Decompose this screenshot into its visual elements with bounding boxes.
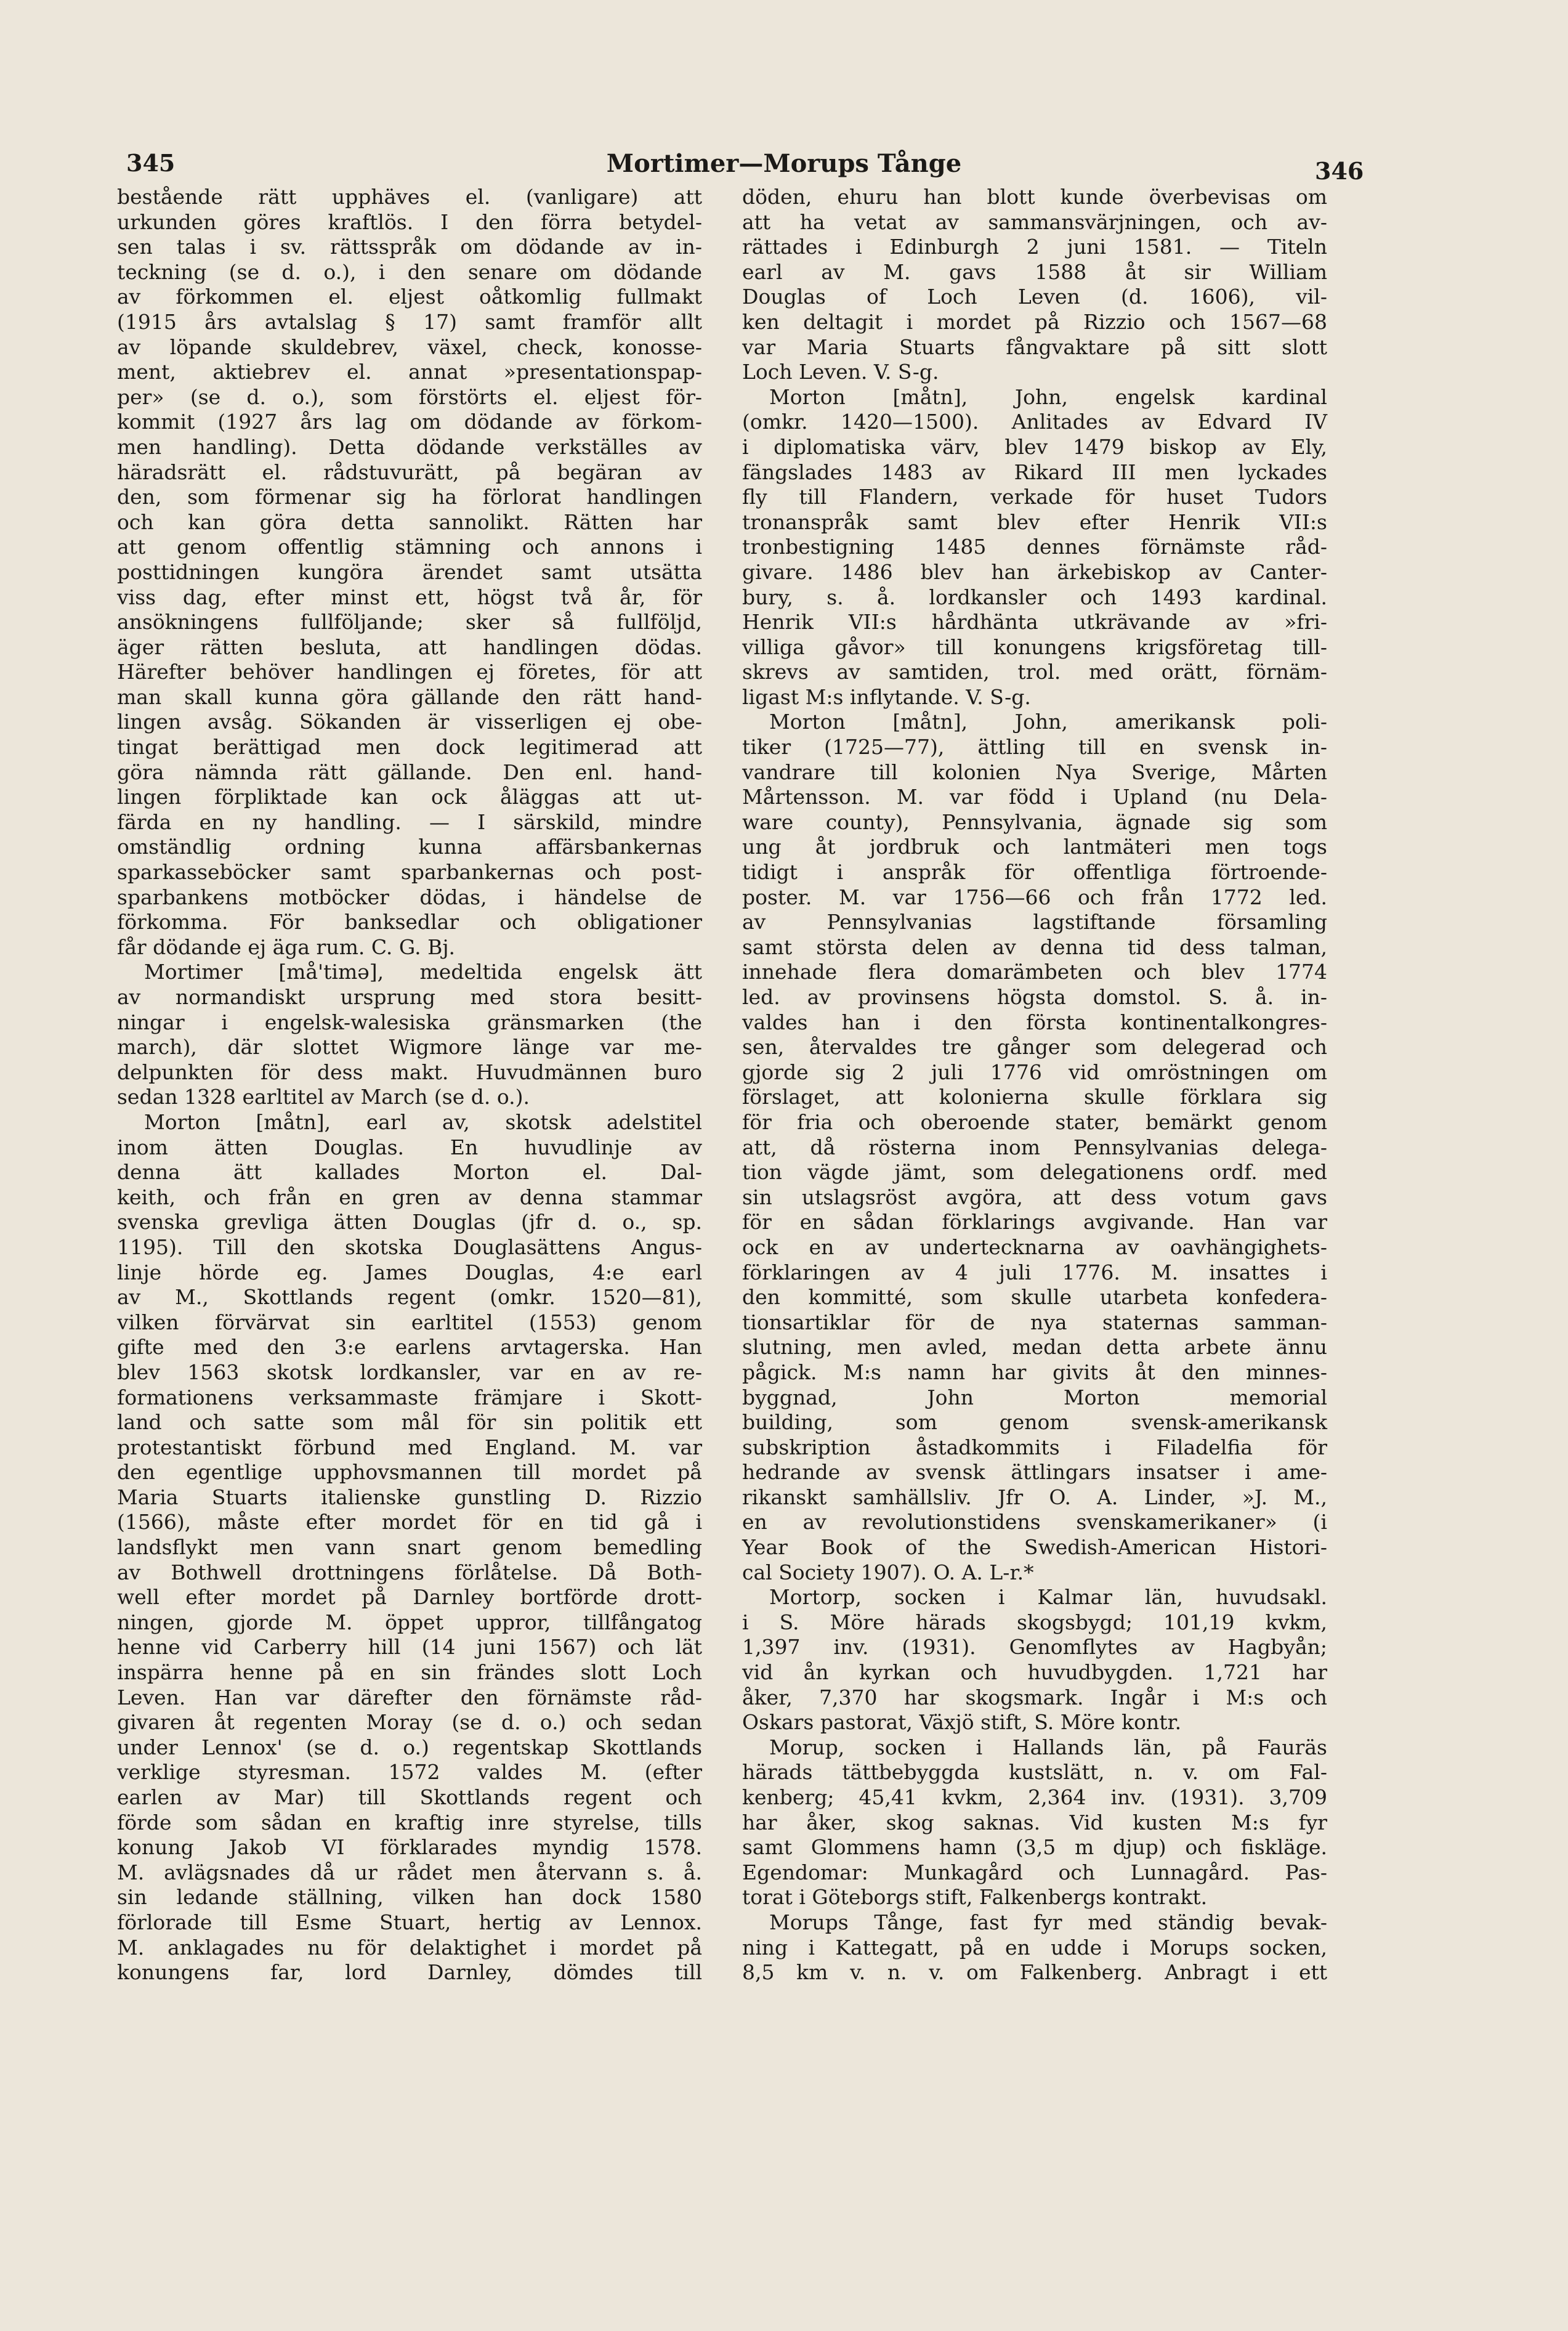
text-line: av Bothwell drottningens förlåtelse. Då Both- bbox=[117, 1560, 702, 1584]
text-line: härads tättbebyggda kustslätt, n. v. om Fal- bbox=[742, 1760, 1327, 1785]
text-line: den kommitté, som skulle utarbeta konfedera- bbox=[742, 1285, 1327, 1310]
text-line: av löpande skuldebrev, växel, check, konosse- bbox=[117, 334, 702, 359]
text-line: omständlig ordning kunna affärsbankernas bbox=[117, 835, 702, 859]
text-line: blev 1563 skotsk lordkansler, var en av re- bbox=[117, 1360, 702, 1384]
text-line: förklaringen av 4 juli 1776. M. insattes i bbox=[742, 1260, 1327, 1284]
text-line: ment, aktiebrev el. annat »presentationspap- bbox=[117, 360, 702, 384]
right-column bbox=[742, 185, 1327, 1985]
text-line: givaren åt regenten Moray (se d. o.) och sedan bbox=[117, 1710, 702, 1735]
text-line: för fria och oberoende stater, bemärkt genom bbox=[742, 1109, 1327, 1134]
text-line: rikanskt samhällsliv. Jfr O. A. Linder, »J. M., bbox=[742, 1485, 1327, 1509]
text-line: delpunkten för dess makt. Huvudmännen buro bbox=[117, 1060, 702, 1084]
text-line: döden, ehuru han blott kunde överbevisas om bbox=[742, 185, 1327, 209]
text-line: ligast M:s inflytande. V. S-g. bbox=[742, 684, 1031, 709]
text-line: per» (se d. o.), som förstörts el. eljest för- bbox=[117, 384, 702, 409]
text-line: building, som genom svensk-amerikansk bbox=[742, 1410, 1327, 1435]
text-line: vid ån kyrkan och huvudbygden. 1,721 har bbox=[742, 1660, 1327, 1685]
running-title: Mortimer—Morups Tånge bbox=[606, 149, 962, 178]
text-line: Morton [måtn], John, amerikansk poli- bbox=[769, 710, 1327, 734]
text-line: av Pennsylvanias lagstiftande församling bbox=[742, 910, 1327, 934]
text-line: Morup, socken i Hallands län, på Fauräs bbox=[769, 1735, 1327, 1759]
text-line: (omkr. 1420—1500). Anlitades av Edvard IV bbox=[742, 410, 1327, 434]
text-line: svenska grevliga ätten Douglas (jfr d. o., sp. bbox=[117, 1210, 702, 1234]
text-line: Leven. Han var därefter den förnämste råd- bbox=[117, 1685, 702, 1709]
text-line: en av revolutionstidens svenskamerikaner» (i bbox=[742, 1510, 1327, 1534]
text-line: Oskars pastorat, Växjö stift, S. Möre kontr. bbox=[742, 1710, 1182, 1735]
text-line: av normandiskt ursprung med stora besitt- bbox=[117, 985, 702, 1009]
text-line: sedan 1328 earltitel av March (se d. o.). bbox=[117, 1085, 530, 1109]
text-line: cal Society 1907). O. A. L-r.* bbox=[742, 1560, 1034, 1584]
text-line: man skall kunna göra gällande den rätt hand- bbox=[117, 684, 702, 709]
text-line: i diplomatiska värv, blev 1479 biskop av Ely, bbox=[742, 434, 1327, 459]
text-line: M. anklagades nu för delaktighet i mordet på bbox=[117, 1935, 702, 1960]
text-line: valdes han i den första kontinentalkongres- bbox=[742, 1010, 1327, 1034]
text-line: ning i Kattegatt, på en udde i Morups socken, bbox=[742, 1935, 1327, 1960]
text-line: M. avlägsnades då ur rådet men återvann s. å. bbox=[117, 1860, 702, 1884]
text-line: under Lennox' (se d. o.) regentskap Skottlands bbox=[117, 1735, 702, 1759]
text-line: sin ledande ställning, vilken han dock 1580 bbox=[117, 1885, 702, 1910]
text-line: pågick. M:s namn har givits åt den minnes- bbox=[742, 1360, 1327, 1384]
text-line: Henrik VII:s hårdhänta utkrävande av »fri- bbox=[742, 610, 1327, 634]
text-line: fängslades 1483 av Rikard III men lyckades bbox=[742, 460, 1327, 484]
text-line: denna ätt kallades Morton el. Dal- bbox=[117, 1160, 702, 1185]
text-line: ningar i engelsk-walesiska gränsmarken (the bbox=[117, 1010, 702, 1034]
text-line: Maria Stuarts italienske gunstling D. Rizzio bbox=[117, 1485, 702, 1509]
text-line: men handling). Detta dödande verkställes av bbox=[117, 434, 702, 459]
text-line: Douglas of Loch Leven (d. 1606), vil- bbox=[742, 285, 1327, 309]
text-line: den, som förmenar sig ha förlorat handlingen bbox=[117, 485, 702, 509]
text-line: får dödande ej äga rum. C. G. Bj. bbox=[117, 934, 456, 959]
text-line: tidigt i anspråk för offentliga förtroende- bbox=[742, 860, 1327, 885]
page-number-left: 345 bbox=[126, 149, 176, 177]
text-line: (1566), måste efter mordet för en tid gå i bbox=[117, 1510, 702, 1534]
text-line: tiker (1725—77), ättling till en svensk in- bbox=[742, 735, 1327, 760]
text-line: har åker, skog saknas. Vid kusten M:s fyr bbox=[742, 1810, 1327, 1834]
text-line: teckning (se d. o.), i den senare om dödande bbox=[117, 259, 702, 284]
text-line: bestående rätt upphäves el. (vanligare) att bbox=[117, 185, 702, 209]
text-line: protestantiskt förbund med England. M. var bbox=[117, 1435, 702, 1459]
text-line: poster. M. var 1756—66 och från 1772 led. bbox=[742, 885, 1327, 909]
text-line: Year Book of the Swedish-American Histori- bbox=[742, 1535, 1327, 1560]
text-line: lingen avsåg. Sökanden är visserligen ej obe- bbox=[117, 710, 702, 734]
text-line: Loch Leven. V. S-g. bbox=[742, 360, 939, 384]
text-line: förslaget, att kolonierna skulle förklara sig bbox=[742, 1085, 1327, 1109]
text-line: gjorde sig 2 juli 1776 vid omröstningen om bbox=[742, 1060, 1327, 1084]
text-line: bury, s. å. lordkansler och 1493 kardinal. bbox=[742, 585, 1327, 609]
text-line: landsflykt men vann snart genom bemedling bbox=[117, 1535, 702, 1560]
text-line: äger rätten besluta, att handlingen dödas. bbox=[117, 634, 702, 659]
text-line: gifte med den 3:e earlens arvtagerska. Han bbox=[117, 1335, 702, 1360]
text-line: vilken förvärvat sin earltitel (1553) genom bbox=[117, 1310, 702, 1334]
text-line: Mortorp, socken i Kalmar län, huvudsakl. bbox=[769, 1585, 1327, 1610]
text-line: earl av M. gavs 1588 åt sir William bbox=[742, 259, 1327, 284]
text-line: march), där slottet Wigmore länge var me- bbox=[117, 1035, 702, 1060]
text-line: viss dag, efter minst ett, högst två år, för bbox=[117, 585, 702, 609]
text-line: ock en av undertecknarna av oavhängighets- bbox=[742, 1234, 1327, 1259]
text-line: att ha vetat av sammansvärjningen, och av- bbox=[742, 209, 1327, 234]
text-line: villiga gåvor» till konungens krigsföretag till- bbox=[742, 634, 1327, 659]
text-line: Härefter behöver handlingen ej företes, för att bbox=[117, 660, 702, 684]
text-line: Mårtensson. M. var född i Upland (nu Dela- bbox=[742, 785, 1327, 809]
text-line: i S. Möre härads skogsbygd; 101,19 kvkm, bbox=[742, 1610, 1327, 1634]
text-line: ansökningens fullföljande; sker så fullföljd, bbox=[117, 610, 702, 634]
text-line: sen, återvaldes tre gånger som delegerad och bbox=[742, 1035, 1327, 1060]
text-line: sparkasseböcker samt sparbankernas och post- bbox=[117, 860, 702, 885]
text-line: sin utslagsröst avgöra, att dess votum gavs bbox=[742, 1185, 1327, 1209]
text-line: att, då rösterna inom Pennsylvanias delega- bbox=[742, 1135, 1327, 1159]
text-line: keith, och från en gren av denna stammar bbox=[117, 1185, 702, 1209]
text-line: för en sådan förklarings avgivande. Han var bbox=[742, 1210, 1327, 1234]
page-number-right: 346 bbox=[1315, 157, 1364, 185]
text-line: innehade flera domarämbeten och blev 1774 bbox=[742, 960, 1327, 984]
text-line: lingen förpliktade kan ock åläggas att ut- bbox=[117, 785, 702, 809]
text-line: formationens verksammaste främjare i Skott- bbox=[117, 1385, 702, 1409]
text-line: förde som sådan en kraftig inre styrelse, tills bbox=[117, 1810, 702, 1834]
text-line: ware county), Pennsylvania, ägnade sig som bbox=[742, 809, 1327, 834]
text-line: slutning, men avled, medan detta arbete ännu bbox=[742, 1335, 1327, 1360]
text-line: subskription åstadkommits i Filadelfia för bbox=[742, 1435, 1327, 1459]
text-line: inom ätten Douglas. En huvudlinje av bbox=[117, 1135, 702, 1159]
text-line: vandrare till kolonien Nya Sverige, Mårten bbox=[742, 760, 1327, 784]
text-line: posttidningen kungöra ärendet samt utsätta bbox=[117, 559, 702, 584]
text-line: (1915 års avtalslag § 17) samt framför allt bbox=[117, 309, 702, 334]
text-line: den egentlige upphovsmannen till mordet på bbox=[117, 1460, 702, 1485]
text-line: led. av provinsens högsta domstol. S. å. in- bbox=[742, 985, 1327, 1009]
text-line: att genom offentlig stämning och annons i bbox=[117, 535, 702, 559]
text-line: tingat berättigad men dock legitimerad att bbox=[117, 735, 702, 760]
text-line: Morton [måtn], John, engelsk kardinal bbox=[769, 384, 1327, 409]
text-line: häradsrätt el. rådstuvurätt, på begäran av bbox=[117, 460, 702, 484]
text-line: urkunden göres kraftlös. I den förra betydel- bbox=[117, 209, 702, 234]
text-line: hedrande av svensk ättlingars insatser i ame- bbox=[742, 1460, 1327, 1485]
text-line: linje hörde eg. James Douglas, 4:e earl bbox=[117, 1260, 702, 1284]
text-line: tion vägde jämt, som delegationens ordf. med bbox=[742, 1160, 1327, 1185]
text-line: torat i Göteborgs stift, Falkenbergs kontrakt. bbox=[742, 1885, 1208, 1910]
text-line: well efter mordet på Darnley bortförde drott- bbox=[117, 1585, 702, 1610]
text-line: förlorade till Esme Stuart, hertig av Lennox. bbox=[117, 1910, 702, 1934]
text-line: tionsartiklar för de nya staternas samman- bbox=[742, 1310, 1327, 1334]
text-line: ken deltagit i mordet på Rizzio och 1567—68 bbox=[742, 309, 1327, 334]
text-line: sen talas i sv. rättsspråk om dödande av in- bbox=[117, 235, 702, 259]
text-line: earlen av Mar) till Skottlands regent och bbox=[117, 1785, 702, 1809]
text-line: henne vid Carberry hill (14 juni 1567) och lät bbox=[117, 1635, 702, 1660]
text-line: tronbestigning 1485 dennes förnämste råd- bbox=[742, 535, 1327, 559]
text-line: Morton [måtn], earl av, skotsk adelstitel bbox=[144, 1109, 702, 1134]
text-line: och kan göra detta sannolikt. Rätten har bbox=[117, 509, 702, 534]
text-line: av förkommen el. eljest oåtkomlig fullmakt bbox=[117, 285, 702, 309]
text-line: Egendomar: Munkagård och Lunnagård. Pas- bbox=[742, 1860, 1327, 1884]
text-line: samt Glommens hamn (3,5 m djup) och fiskläge. bbox=[742, 1835, 1327, 1860]
text-line: verklige styresman. 1572 valdes M. (efter bbox=[117, 1760, 702, 1785]
text-line: sparbankens motböcker dödas, i händelse de bbox=[117, 885, 702, 909]
text-line: Mortimer [må'timə], medeltida engelsk ätt bbox=[144, 960, 702, 984]
text-line: givare. 1486 blev han ärkebiskop av Canter- bbox=[742, 559, 1327, 584]
text-line: var Maria Stuarts fångvaktare på sitt slott bbox=[742, 334, 1327, 359]
text-line: land och satte som mål för sin politik ett bbox=[117, 1410, 702, 1435]
text-line: byggnad, John Morton memorial bbox=[742, 1385, 1327, 1409]
text-line: inspärra henne på en sin frändes slott Loch bbox=[117, 1660, 702, 1685]
text-line: av M., Skottlands regent (omkr. 1520—81), bbox=[117, 1285, 702, 1310]
text-line: ung åt jordbruk och lantmäteri men togs bbox=[742, 835, 1327, 859]
text-line: 1,397 inv. (1931). Genomflytes av Hagbyån; bbox=[742, 1635, 1327, 1660]
text-line: Morups Tånge, fast fyr med ständig bevak- bbox=[769, 1910, 1327, 1934]
text-line: åker, 7,370 har skogsmark. Ingår i M:s och bbox=[742, 1685, 1327, 1709]
text-line: skrevs av samtiden, trol. med orätt, förnäm- bbox=[742, 660, 1327, 684]
text-line: 8,5 km v. n. v. om Falkenberg. Anbragt i ett bbox=[742, 1960, 1327, 1985]
text-line: kenberg; 45,41 kvkm, 2,364 inv. (1931). 3,709 bbox=[742, 1785, 1327, 1809]
text-line: ningen, gjorde M. öppet uppror, tillfångatog bbox=[117, 1610, 702, 1634]
text-line: förkomma. För banksedlar och obligationer bbox=[117, 910, 702, 934]
text-line: fly till Flandern, verkade för huset Tudors bbox=[742, 485, 1327, 509]
text-line: 1195). Till den skotska Douglasättens Angus- bbox=[117, 1234, 702, 1259]
text-line: kommit (1927 års lag om dödande av förkom- bbox=[117, 410, 702, 434]
text-line: konungens far, lord Darnley, dömdes till bbox=[117, 1960, 702, 1985]
text-line: rättades i Edinburgh 2 juni 1581. — Titeln bbox=[742, 235, 1327, 259]
text-line: samt största delen av denna tid dess talman, bbox=[742, 934, 1327, 959]
text-line: göra nämnda rätt gällande. Den enl. hand- bbox=[117, 760, 702, 784]
text-line: tronanspråk samt blev efter Henrik VII:s bbox=[742, 509, 1327, 534]
text-line: färda en ny handling. — I särskild, mindre bbox=[117, 809, 702, 834]
text-line: konung Jakob VI förklarades myndig 1578. bbox=[117, 1835, 702, 1860]
left-column bbox=[117, 185, 702, 1985]
